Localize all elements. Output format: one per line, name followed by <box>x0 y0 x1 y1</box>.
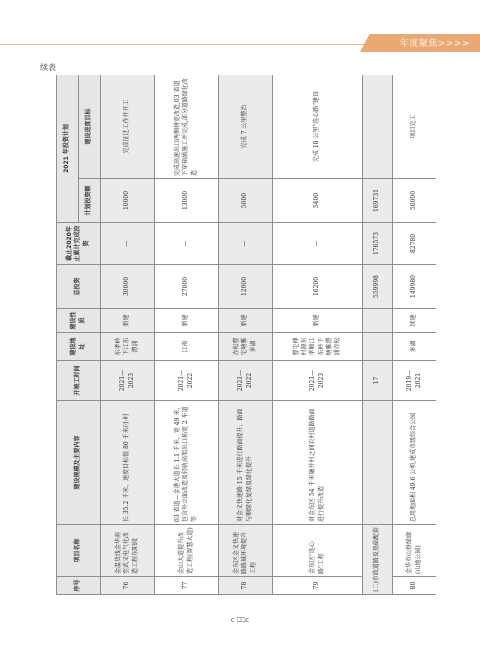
row-total: 30000 <box>101 265 155 309</box>
row-plan-amount: 5000 <box>219 179 273 223</box>
subtotal-done2020: 176573 <box>363 223 393 265</box>
row-name: 金东区"连心路"工程 <box>273 525 363 577</box>
row-content: 对金义快速路 15 千米进行路面提升、路面与侧绿化复绿及绿化提升 <box>219 401 273 525</box>
col-total-header: 总投资 <box>57 265 101 309</box>
col-location-header: 建设地址 <box>57 333 101 361</box>
row-plan-target: 完成征迁工作并开工 <box>101 75 155 179</box>
row-nature: 续建 <box>393 309 437 333</box>
col-name-header: 项目名称 <box>57 525 101 577</box>
row-seq: 77 <box>155 577 219 595</box>
subtotal-count: 17 <box>363 361 393 401</box>
page-number: c ⎕⎕c <box>230 616 250 624</box>
page-header <box>0 34 480 52</box>
header-row-1 <box>57 75 79 595</box>
row-plan-target: 完成 7 公里整治 <box>219 75 273 179</box>
row-done2020: — <box>219 223 273 265</box>
row-content: 总用地面积 49.6 公顷,建成市级综合公园 <box>393 401 437 525</box>
row-plan-amount: 5400 <box>273 179 363 223</box>
row-name: 金山大道提升改造工程(智慧大道) <box>155 525 219 577</box>
row-seq: 79 <box>273 577 363 595</box>
rotated-table-area <box>56 75 436 595</box>
row-period: 2021—2022 <box>155 361 219 401</box>
continued-label: 续表 <box>40 63 56 72</box>
col-period-header: 开竣工时间 <box>57 361 101 401</box>
row-total: 16200 <box>273 265 363 309</box>
row-location: 曹宅傅村源东孝顺江东岭下塘雅澧浦赤松 <box>273 333 363 361</box>
row-location: 赤松曹宅塘雅多湖 <box>219 333 273 361</box>
row-nature: 新建 <box>219 309 273 333</box>
subtotal-blank <box>363 309 393 333</box>
subtotal-blank <box>363 333 393 361</box>
row-plan-target: 完成 18 公里"连心路"建设 <box>273 75 363 179</box>
table-row <box>393 75 437 595</box>
row-content: 长 35.2 千米，速度目标值 80 千米/小时 <box>101 401 155 525</box>
col-content-header: 建设规模及主要内容 <box>57 401 101 525</box>
row-total: 149980 <box>393 265 437 309</box>
row-location: 东孝岭下江东澧浦 <box>101 333 155 361</box>
col-plan-target-header: 建设进度目标 <box>79 75 101 179</box>
section-title: 年度聚焦>>>> <box>399 39 470 49</box>
row-seq: 80 <box>393 577 437 595</box>
col-nature-header: 建设性质 <box>57 309 101 333</box>
row-location: 多湖 <box>393 333 437 361</box>
row-period: 2021—2023 <box>101 361 155 401</box>
subtotal-row <box>363 75 393 595</box>
row-period: 2019—2021 <box>393 361 437 401</box>
row-nature: 新建 <box>273 309 363 333</box>
row-name: 金东区金义快速路路域环境提升工程 <box>219 525 273 577</box>
row-total: 27000 <box>155 265 219 309</box>
subtotal-plan-amount: 169731 <box>363 179 393 223</box>
row-plan-target: 项目完工 <box>393 75 437 179</box>
row-seq: 78 <box>219 577 273 595</box>
table-row <box>101 75 155 595</box>
rotated-table-container <box>56 75 436 595</box>
row-done2020: — <box>155 223 219 265</box>
investment-table <box>56 75 436 595</box>
row-period: 2021—2023 <box>273 361 363 401</box>
row-plan-amount: 50000 <box>393 179 437 223</box>
col-plan-amount-header: 计划投资额 <box>79 179 101 223</box>
table-row <box>219 75 273 595</box>
row-location: 江南 <box>155 333 219 361</box>
table-row <box>273 75 363 595</box>
row-plan-amount: 13000 <box>155 179 219 223</box>
row-content: 对金东区 54 千米融并村之间农村道路路面进行提升改造 <box>273 401 363 525</box>
subtotal-blank <box>363 75 393 179</box>
row-total: 12000 <box>219 265 273 309</box>
col-done2020-header: 截止2020年止累计完成投资 <box>57 223 101 265</box>
table-row <box>155 75 219 595</box>
row-period: 2021—2022 <box>219 361 273 401</box>
row-name: 金温货线金华南至武义电气化改造工程东阳段 <box>101 525 155 577</box>
subtotal-total: 559998 <box>363 265 393 309</box>
row-nature: 新建 <box>101 309 155 333</box>
row-done2020: — <box>273 223 363 265</box>
row-done2020: 82780 <box>393 223 437 265</box>
row-content: 03 省道—金港大道长 1.1 千米，宽 49 米，包含外立面改造及轻轨高架出口拓宽 2 车道等 <box>155 401 219 525</box>
col-plan2021-header: 2021 年投资计划 <box>57 75 79 223</box>
subtotal-blank <box>363 401 393 525</box>
subtotal-label: (二)市政道路及基础配套 <box>363 525 393 595</box>
row-name: 金华市山脊绿廊(山地公园) <box>393 525 437 577</box>
row-nature: 新建 <box>155 309 219 333</box>
row-seq: 76 <box>101 577 155 595</box>
col-seq-header: 序号 <box>57 577 101 595</box>
row-plan-amount: 10000 <box>101 179 155 223</box>
row-done2020: — <box>101 223 155 265</box>
row-plan-target: 完成高速出口两侧拼宽改造,03 省道下穿箱涵施工并完成,部分道路绿化改造 <box>155 75 219 179</box>
